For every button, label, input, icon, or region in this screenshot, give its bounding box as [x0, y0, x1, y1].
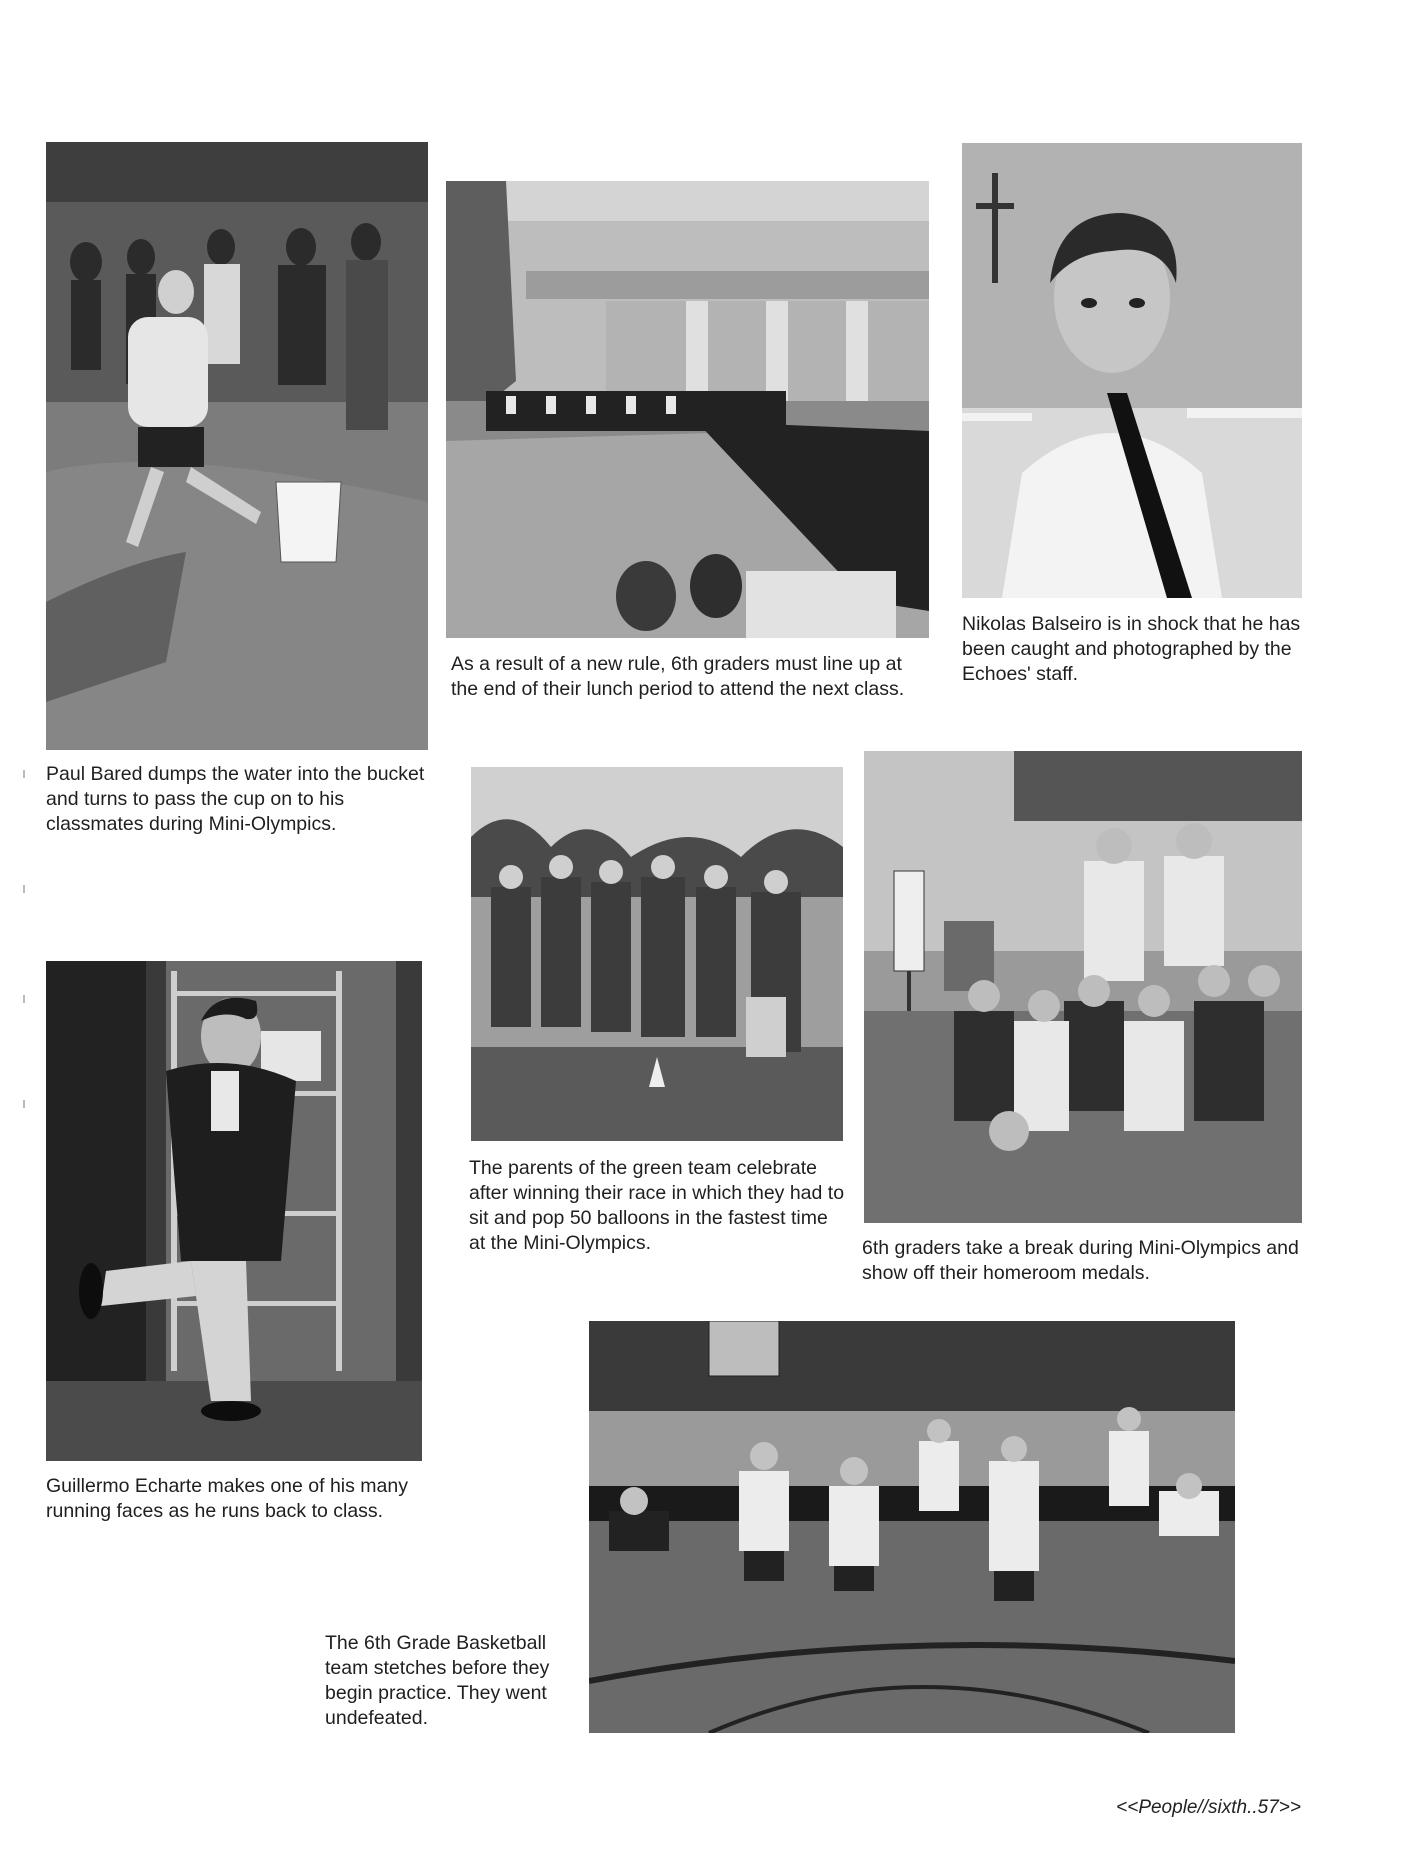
margin-tick — [23, 885, 25, 893]
caption-guillermo-echarte: Guillermo Echarte makes one of his many running faces as he runs back to class. — [46, 1475, 408, 1522]
photo-guillermo-echarte — [46, 961, 422, 1461]
margin-tick — [23, 1100, 25, 1108]
page-folio: <<People//sixth..57>> — [1116, 1797, 1301, 1818]
caption-nikolas-balseiro: Nikolas Balseiro is in shock that he has been caught and photographed by the Echoes' staff. — [962, 613, 1301, 685]
caption-paul-bared: Paul Bared dumps the water into the bucket and turns to pass the cup on to his classmates during Mini-Olympics. — [46, 763, 425, 835]
margin-tick — [23, 995, 25, 1003]
caption-lunch-lineup: As a result of a new rule, 6th graders must line up at the end of their lunch period to attend the next class. — [451, 653, 905, 700]
photo-paul-bared — [46, 142, 428, 750]
photo-homeroom-medals — [864, 751, 1302, 1223]
caption-homeroom-medals: 6th graders take a break during Mini-Olympics and show off their homeroom medals. — [862, 1237, 1299, 1284]
photo-nikolas-balseiro — [962, 143, 1302, 598]
photo-basketball-team — [589, 1321, 1235, 1733]
caption-basketball-team: The 6th Grade Basketball team stetches before they begin practice. They went undefeated. — [325, 1632, 550, 1729]
caption-green-team-parents: The parents of the green team celebrate after winning their race in which they had to sit and pop 50 balloons in the fastest time at the Mini-Olympics. — [469, 1157, 845, 1254]
photo-lunch-lineup — [446, 181, 929, 638]
photo-green-team-parents — [471, 767, 843, 1141]
margin-tick — [23, 770, 25, 778]
